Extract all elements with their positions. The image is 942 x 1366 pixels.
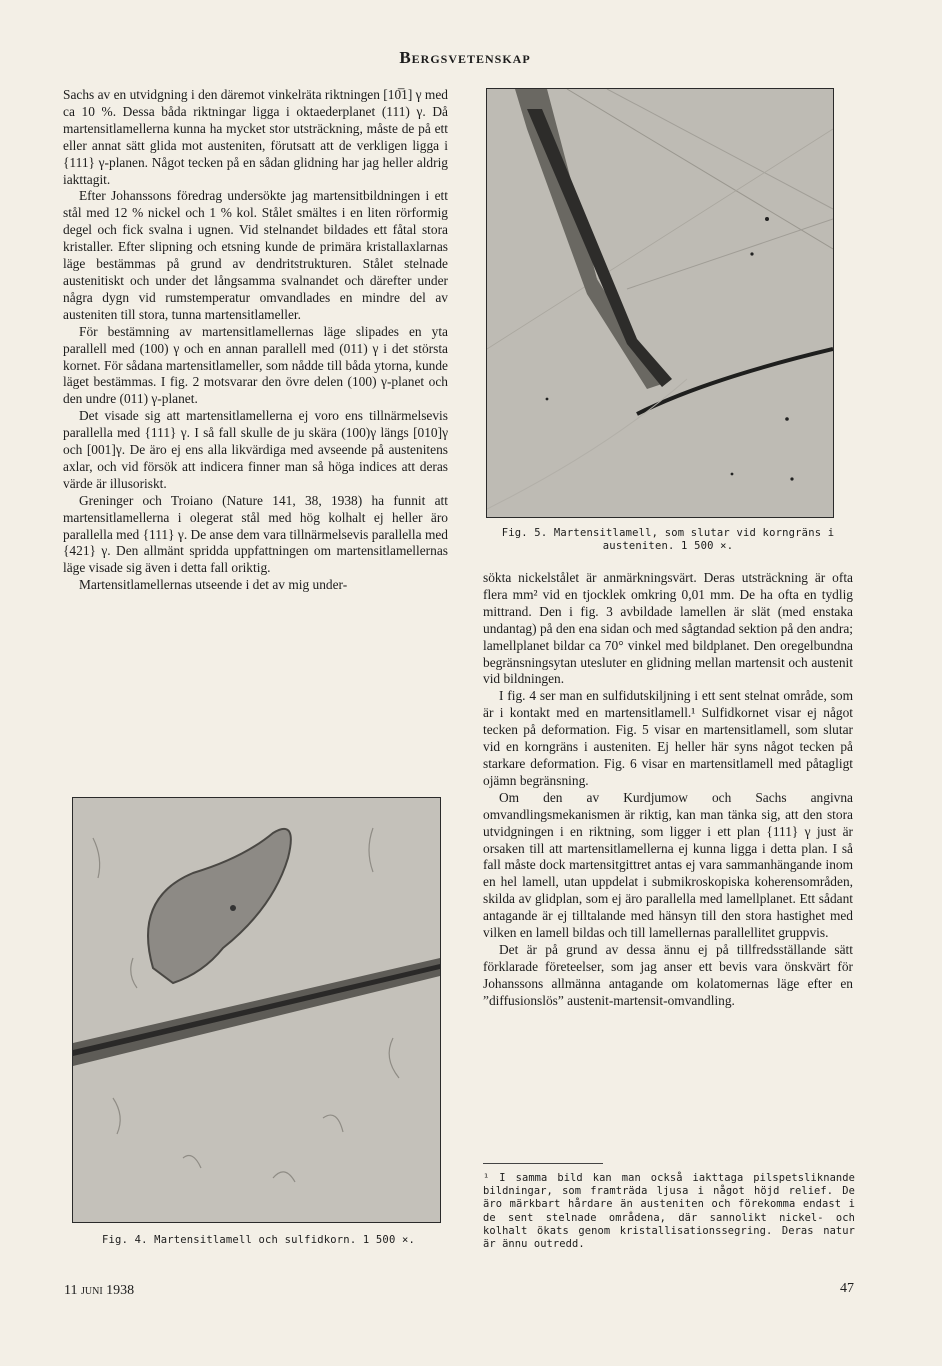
paragraph: Efter Johanssons föredrag undersökte jag martensitbildningen i ett stål med 12 % nickel och 1 % kol. Stålet smältes i en liten rörformig degel och fick svalna i ugnen. Vid stelnandet bildades ett fåtal stora kristaller. Efter slipning och etsning kunde de primära kristallaxlarnas läge bestämmas på grund av dendritstrukturen. Stålet stelnade austenitiskt och under det långsamma svalnandet och därefter under några dygn vid rumstemperatur omvandlades en mindre del av austeniten till stora, tunna martensitlameller.: [63, 188, 448, 322]
running-header: Bergsvetenskap: [399, 48, 531, 67]
issue-date: 11 juni 1938: [64, 1283, 135, 1298]
paragraph: Om den av Kurdjumow och Sachs angivna omvandlingsmekanismen är riktig, kan man tänka sig, att den stora utvidgningen i en riktning, som ligger i ett plan {111} γ just är orsaken till att martensitlamellerna ej kunna ligga i detta plan. I så fall måste dock martensitgittret antas ej vara sammanhängande inom en hel lamell, utan uppdelat i submikroskopiska koherensområden, skilda av glidplan, som ej äro parallella med lamellplanet. Ett sådant antagande är ej tilltalande med hänsyn till den stora hastighet med vilken en lamell bildas och till lamellernas parallellitet gruppvis.: [483, 789, 853, 941]
right-column: [483, 570, 853, 1010]
paragraph: Det är på grund av dessa ännu ej på tillfredsställande sätt förklarade företeelser, som jag anser ett bevis vara önskvärt för Johanssons allmänna antagande om kolatomernas läge efter en ”diffusionslös” austenit-martensit-omvandling.: [483, 941, 853, 1008]
left-column: [63, 87, 448, 594]
paragraph: Greninger och Troiano (Nature 141, 38, 1938) ha funnit att martensitlamellerna i olegerat stål med hög kolhalt ej heller äro parallella med {111} γ. De anse dem vara tillnärmelsevis parallella med {421} γ. Den allmänt spridda uppfattningen om martensitlamellernas läge visade sig även i detta fall oriktig.: [63, 492, 448, 576]
figure-4-caption: Fig. 4. Martensitlamell och sulfidkorn. 1 500 ×.: [102, 1234, 416, 1246]
figure-5-micrograph: [486, 88, 834, 518]
footnote: ¹ I samma bild kan man också iakttaga pilspetsliknande bildningar, som framträda ljusa i något höjd relief. De äro märkbart hårdare än austeniten och förekomma endast i de sent stelnade områdena, där sannolikt nickel- och kolhalt ökats genom kristallisationssegring. Deras natur är ännu outredd.: [483, 1172, 855, 1251]
figure-4-micrograph: [72, 797, 441, 1223]
paragraph: Martensitlamellernas utseende i det av mig under-: [79, 577, 348, 593]
footnote-rule: [483, 1163, 603, 1164]
paragraph: För bestämning av martensitlamellernas läge slipades en yta parallell med (100) γ och en annan parallell med (011) γ i det största kornet. För sådana martensitlameller, som nådde till båda ytorna, kunde läget bestämmas. I fig. 2 motsvarar den övre delen (100) γ-planet och den undre (011) γ-planet.: [63, 323, 448, 407]
paragraph: Det visade sig att martensitlamellerna ej voro ens tillnärmelsevis parallella med {111} γ. I så fall skulle de ju skära (100)γ längs [010]γ och [001]γ. De äro ej ens alla likvärdiga med avseende på austenitens axlar, och vid försök att indicera finner man så höga indices att deras värde är illusoriskt.: [63, 408, 448, 491]
paragraph: sökta nickelstålet är anmärkningsvärt. Deras utsträckning är ofta flera mm² vid en tjocklek omkring 0,01 mm. De ha ofta en tydlig mittrand. Den i fig. 3 avbildade lamellen är slät (med enstaka undantag) på den ena sidan och med sågtandad sektion på den andra; lamellplanet bildar ca 70° vinkel med bildplanet. Den oregelbundna begränsningsytan utesluter en glidning mellan martensit och austenit vid bildningen.: [483, 570, 853, 687]
paragraph: I fig. 4 ser man en sulfidutskiljning i ett sent stelnat område, som är i kontakt med en martensitlamell.¹ Sulfidkornet visar ej något tecken på deformation. Fig. 5 visar en martensitlamell, som slutar vid en korngräns i austeniten. Ej heller här syns något tecken på starkare deformation. Fig. 6 visar en martensitlamell med påtagligt ojämn begränsning.: [483, 688, 853, 788]
figure-5-caption: Fig. 5. Martensitlamell, som slutar vid korngräns i austeniten. 1 500 ×.: [501, 527, 835, 552]
micrograph-image: [487, 89, 833, 517]
paragraph: Sachs av en utvidgning i den däremot vinkelräta riktningen [10̅1] γ med ca 10 %. Dessa båda riktningar ligga i oktaederplanet (111) γ. Då martensitlamellerna kunna ha mycket stor utsträckning, måste de på ett eller annat sätt glida mot austeniten, förutsatt att de verkligen ligga i {111} γ-planen. Något tecken på en sådan glidning har jag heller aldrig iakttagit.: [63, 87, 448, 187]
micrograph-image: [73, 798, 440, 1222]
page-number: 47: [840, 1281, 854, 1296]
